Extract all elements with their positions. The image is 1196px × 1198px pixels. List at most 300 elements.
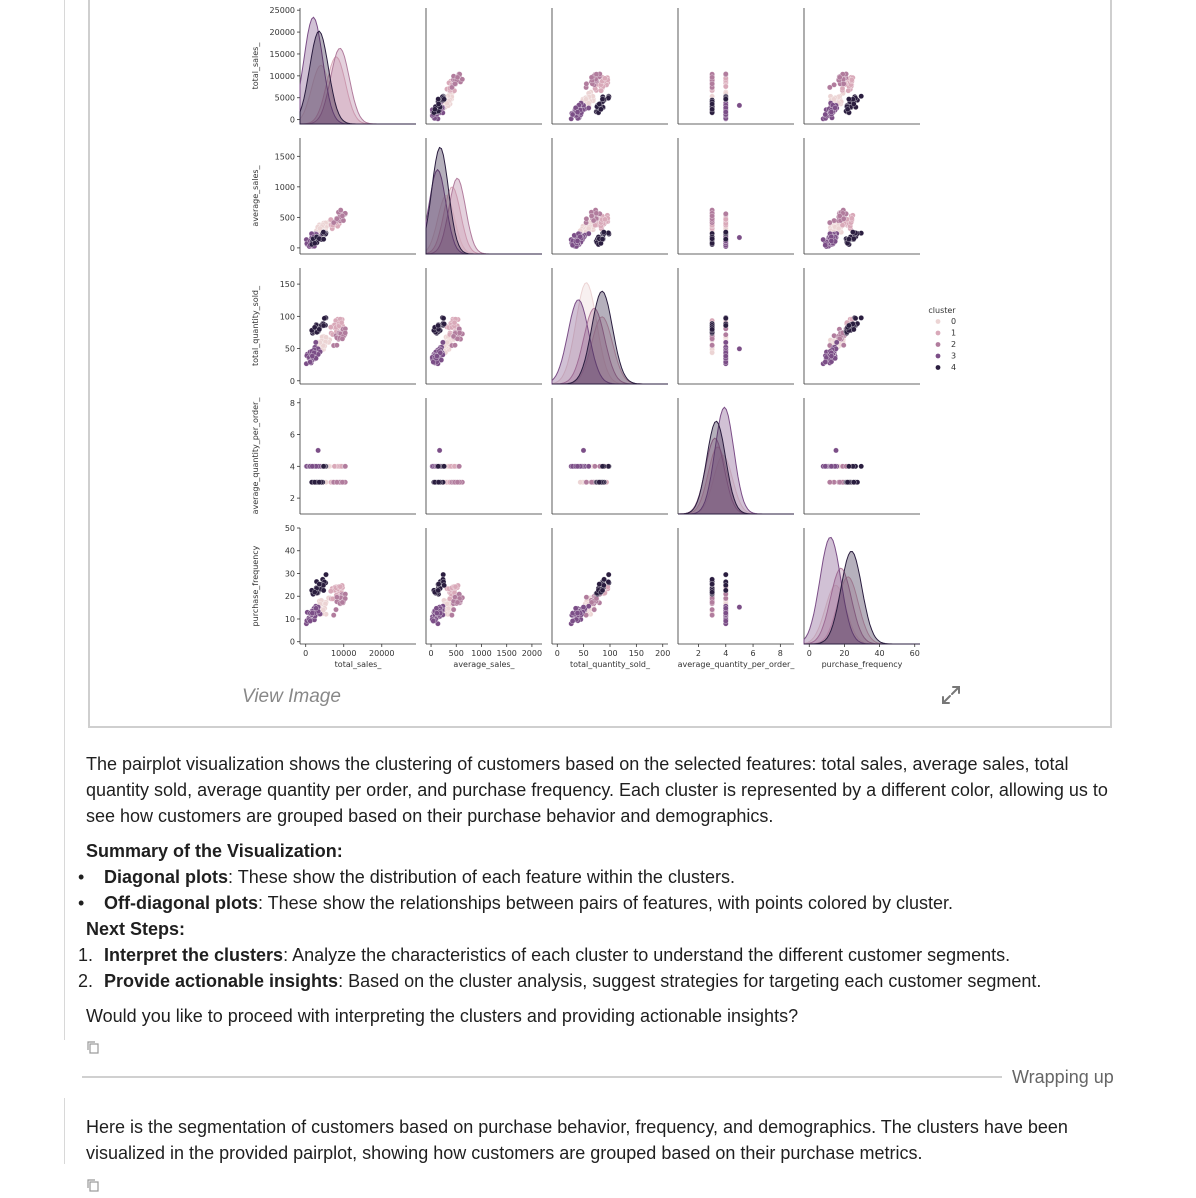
legend-label: 3	[951, 351, 957, 361]
scatter-point	[850, 230, 855, 235]
scatter-point	[823, 464, 828, 469]
scatter-point	[606, 96, 611, 101]
y-tick-label: 2	[289, 494, 295, 504]
x-tick-label: 20	[839, 649, 850, 658]
scatter-point	[442, 583, 447, 588]
scatter-point	[436, 101, 441, 106]
legend-marker	[936, 319, 941, 324]
scatter-point	[575, 110, 580, 115]
y-axis-label: total_sales_	[251, 42, 260, 90]
scatter-point	[851, 101, 856, 106]
list-item-text: : Based on the cluster analysis, suggest strategies for targeting each customer segment.	[338, 971, 1042, 991]
scatter-point	[312, 590, 317, 595]
scatter-point	[452, 595, 457, 600]
scatter-point	[597, 101, 602, 106]
scatter-point	[737, 346, 742, 351]
section-divider	[82, 1076, 1002, 1078]
x-tick-label: 20000	[369, 649, 395, 658]
y-axis-label: average_quantity_per_order_	[251, 397, 260, 515]
scatter-point	[589, 480, 594, 485]
y-tick-label: 20000	[269, 28, 295, 38]
scatter-point	[849, 216, 854, 221]
scatter-point	[723, 611, 728, 616]
scatter-point	[586, 464, 591, 469]
scatter-point	[594, 72, 599, 77]
x-tick-label: 100	[602, 649, 618, 658]
scatter-point	[340, 480, 345, 485]
scatter-point	[440, 340, 445, 345]
scatter-point	[575, 464, 580, 469]
scatter-point	[442, 464, 447, 469]
scatter-point	[328, 589, 333, 594]
y-tick-label: 15000	[269, 49, 295, 59]
scatter-point	[723, 84, 728, 89]
legend-marker	[936, 365, 941, 370]
scatter-point	[723, 354, 728, 359]
scatter-point	[601, 230, 606, 235]
scatter-point	[723, 583, 728, 588]
scatter-point	[840, 223, 845, 228]
legend-label: 2	[951, 340, 957, 349]
copy-icon[interactable]	[86, 1040, 100, 1054]
list-item	[78, 890, 954, 916]
scatter-point	[317, 327, 322, 332]
scatter-point	[849, 77, 854, 82]
scatter-point	[586, 101, 591, 106]
scatter-point	[333, 607, 338, 612]
y-tick-label: 150	[279, 280, 295, 290]
scatter-point	[436, 480, 441, 485]
x-tick-label: 8	[777, 649, 783, 658]
scatter-point	[723, 316, 728, 321]
scatter-point	[589, 75, 594, 80]
scatter-point	[434, 354, 439, 359]
scatter-point	[710, 101, 715, 106]
thread-line-top	[64, 0, 65, 1040]
y-tick-label: 1500	[274, 152, 295, 162]
x-tick-label: 0	[303, 649, 309, 658]
scatter-point	[452, 81, 457, 86]
scatter-point	[834, 340, 839, 345]
scatter-point	[338, 584, 343, 589]
scatter-point	[598, 107, 603, 112]
legend-label: 0	[951, 317, 957, 326]
scatter-point	[460, 77, 465, 82]
scatter-point	[710, 600, 715, 605]
scatter-point	[589, 213, 594, 218]
image-card	[88, 0, 1112, 728]
y-tick-label: 30	[284, 569, 295, 579]
y-tick-label: 40	[284, 546, 295, 556]
scatter-point	[710, 107, 715, 112]
scatter-point	[575, 238, 580, 243]
scatter-point	[710, 75, 715, 80]
scatter-point	[334, 343, 339, 348]
scatter-point	[436, 582, 441, 587]
scatter-point	[591, 218, 596, 223]
scatter-point	[431, 618, 436, 623]
scatter-point	[723, 110, 728, 115]
scatter-point	[308, 618, 313, 623]
follow-up-question: Would you like to proceed with interpreting the clusters and providing actionable insights?	[86, 1006, 799, 1026]
scatter-point	[710, 613, 715, 618]
legend-label: 4	[951, 363, 957, 372]
scatter-point	[578, 480, 583, 485]
x-tick-label: 4	[723, 649, 729, 658]
kde-curve	[300, 31, 416, 124]
scatter-point	[455, 600, 460, 605]
scatter-point	[592, 607, 597, 612]
scatter-point	[432, 107, 437, 112]
scatter-point	[846, 464, 851, 469]
y-tick-label: 0	[289, 637, 295, 647]
scatter-point	[723, 332, 728, 337]
scatter-point	[600, 97, 605, 102]
x-axis-label: average_quantity_per_order_	[677, 660, 795, 669]
legend-label: 1	[951, 328, 957, 338]
scatter-point	[597, 480, 602, 485]
y-tick-label: 20	[284, 592, 295, 602]
y-tick-label: 5000	[274, 93, 295, 103]
next-steps-heading: Next Steps:	[86, 919, 186, 939]
kde-curve	[678, 407, 794, 514]
scatter-point	[573, 606, 578, 611]
scatter-point	[586, 604, 591, 609]
y-tick-label: 0	[289, 376, 295, 386]
scatter-point	[584, 81, 589, 86]
scatter-point	[827, 85, 832, 90]
scatter-point	[829, 464, 834, 469]
x-axis-label: average_sales_	[453, 660, 515, 669]
scatter-point	[586, 231, 591, 236]
x-tick-label: 0	[428, 649, 434, 658]
scatter-point	[710, 343, 715, 348]
x-tick-label: 0	[554, 649, 560, 658]
scatter-point	[606, 579, 611, 584]
scatter-point	[710, 213, 715, 218]
y-tick-label: 100	[279, 312, 295, 322]
scatter-point	[312, 480, 317, 485]
summary-heading: Summary of the Visualization:	[86, 841, 343, 861]
scatter-point	[710, 241, 715, 246]
scatter-point	[837, 75, 842, 80]
scatter-point	[710, 577, 715, 582]
y-tick-label: 25000	[269, 6, 295, 16]
x-tick-label: 2	[695, 649, 702, 658]
y-tick-label: 50	[284, 524, 295, 533]
scatter-point	[710, 607, 715, 612]
pairplot-chart[interactable]	[90, 0, 1110, 680]
x-tick-label: 60	[909, 649, 920, 658]
x-tick-label: 40	[874, 649, 885, 658]
scatter-point	[439, 357, 444, 362]
scatter-point	[317, 480, 322, 485]
scatter-point	[841, 343, 846, 348]
x-tick-label: 50	[578, 649, 589, 658]
scatter-point	[436, 323, 441, 328]
scatter-point	[710, 336, 715, 341]
scatter-point	[437, 448, 442, 453]
scatter-point	[723, 97, 728, 102]
scatter-point	[449, 613, 454, 618]
scatter-point	[606, 572, 611, 577]
scatter-point	[586, 105, 591, 110]
scatter-point	[331, 613, 336, 618]
scatter-point	[606, 230, 611, 235]
list-item	[78, 968, 1042, 994]
scatter-point	[313, 340, 318, 345]
scatter-point	[723, 618, 728, 623]
scatter-point	[455, 336, 460, 341]
scatter-point	[723, 572, 728, 577]
scatter-point	[451, 607, 456, 612]
scatter-point	[310, 464, 315, 469]
x-tick-label: 0	[806, 649, 812, 658]
scatter-point	[841, 81, 846, 86]
x-tick-label: 10000	[331, 649, 357, 658]
scatter-point	[723, 606, 728, 611]
scatter-point	[829, 354, 834, 359]
scatter-point	[710, 590, 715, 595]
scatter-point	[737, 235, 742, 240]
scatter-point	[441, 572, 446, 577]
y-axis-label: purchase_frequency	[251, 545, 260, 627]
scatter-point	[710, 236, 715, 241]
scatter-point	[723, 340, 728, 345]
scatter-point	[710, 582, 715, 587]
legend-marker	[936, 354, 941, 359]
scatter-point	[334, 480, 339, 485]
wrapping-up-label: Wrapping up	[1012, 1067, 1114, 1087]
scatter-point	[723, 323, 728, 328]
scatter-point	[457, 330, 462, 335]
scatter-point	[321, 464, 326, 469]
scatter-point	[845, 107, 850, 112]
thread-line-bottom	[64, 1098, 65, 1164]
list-item-text: : These show the relationships between pairs of features, with points colored by cluster.	[257, 893, 954, 913]
list-item-bold: Interpret the clusters	[104, 945, 284, 965]
x-tick-label: 200	[655, 649, 671, 658]
scatter-point	[340, 600, 345, 605]
scatter-point	[837, 213, 842, 218]
scatter-point	[823, 112, 828, 117]
scatter-point	[737, 103, 742, 108]
y-tick-label: 6	[289, 430, 295, 440]
response-paragraph: The pairplot visualization shows the clustering of customers based on the selected features: total sales, average sales, total quantity sold, average quantity per order, and purchase frequency. Each cluster is represented by a different color, allowing us to see how customers are grouped based on their purchase behavior and demographics.	[86, 754, 1108, 826]
scatter-point	[833, 448, 838, 453]
bullet-icon: •	[78, 893, 85, 913]
scatter-point	[602, 217, 607, 222]
scatter-point	[859, 464, 864, 469]
scatter-point	[316, 448, 321, 453]
scatter-point	[436, 97, 441, 102]
scatter-point	[312, 325, 317, 330]
scatter-point	[323, 335, 328, 340]
scatter-point	[334, 216, 339, 221]
scatter-point	[453, 584, 458, 589]
scatter-point	[455, 480, 460, 485]
scatter-point	[829, 238, 834, 243]
y-axis-label: average_sales_	[251, 165, 260, 227]
scatter-point	[723, 237, 728, 242]
legend-marker	[936, 331, 941, 336]
scatter-point	[308, 359, 313, 364]
scatter-point	[434, 611, 439, 616]
x-tick-label: 1500	[496, 649, 517, 658]
scatter-point	[341, 218, 346, 223]
y-tick-label: 8	[289, 398, 295, 408]
scatter-point	[586, 226, 591, 231]
x-axis-label: total_quantity_sold_	[569, 660, 651, 669]
scatter-point	[434, 606, 439, 611]
scatter-point	[594, 211, 599, 216]
scatter-point	[833, 105, 838, 110]
scatter-point	[323, 572, 328, 577]
scatter-point	[851, 327, 856, 332]
bullet-icon: •	[78, 867, 85, 887]
x-axis-label: total_sales_	[334, 660, 382, 669]
scatter-point	[339, 320, 344, 325]
scatter-point	[322, 316, 327, 321]
scatter-point	[600, 464, 605, 469]
scatter-point	[597, 582, 602, 587]
list-item-text: : Analyze the characteristics of each cluster to understand the different customer segments.	[283, 945, 1011, 965]
scatter-point	[581, 605, 586, 610]
scatter-point	[827, 480, 832, 485]
y-tick-label: 1000	[274, 182, 295, 192]
scatter-point	[829, 110, 834, 115]
list-item	[78, 942, 1011, 968]
scatter-point	[338, 208, 343, 213]
x-tick-label: 2000	[521, 649, 543, 658]
y-tick-label: 0	[289, 243, 295, 253]
list-item-bold: Diagonal plots	[104, 867, 229, 887]
expand-icon[interactable]	[940, 684, 962, 706]
scatter-point	[846, 323, 851, 328]
scatter-point	[851, 480, 856, 485]
scatter-point	[723, 588, 728, 593]
list-item	[78, 864, 735, 890]
scatter-point	[859, 315, 864, 320]
scatter-point	[310, 611, 315, 616]
scatter-point	[723, 71, 728, 76]
scatter-point	[840, 86, 845, 91]
scatter-point	[343, 464, 348, 469]
scatter-point	[845, 480, 850, 485]
scatter-point	[321, 323, 326, 328]
scatter-point	[340, 213, 345, 218]
x-tick-label: 150	[628, 649, 645, 658]
list-number: 1.	[78, 945, 94, 965]
scatter-point	[600, 588, 605, 593]
scatter-point	[602, 76, 607, 81]
scatter-point	[584, 216, 589, 221]
x-tick-label: 1000	[471, 649, 492, 658]
scatter-point	[846, 97, 851, 102]
x-axis-label: purchase_frequency	[821, 660, 903, 669]
legend-title: cluster	[928, 306, 956, 315]
scatter-point	[737, 605, 742, 610]
scatter-point	[606, 464, 611, 469]
legend-marker	[936, 342, 941, 347]
scatter-point	[600, 237, 605, 242]
list-item-bold: Provide actionable insights	[104, 971, 339, 991]
scatter-point	[584, 595, 589, 600]
scatter-point	[710, 81, 715, 86]
scatter-point	[442, 321, 447, 326]
scatter-point	[570, 618, 575, 623]
scatter-point	[321, 237, 326, 242]
scatter-point	[723, 211, 728, 216]
scatter-point	[851, 236, 856, 241]
scatter-point	[455, 75, 460, 80]
final-message: Here is the segmentation of customers based on purchase behavior, frequency, and demographics. The clusters have been visualized in the provided pairplot, showing how customers are grouped based on their purchase metrics.	[86, 1117, 1068, 1163]
scatter-point	[436, 588, 441, 593]
x-tick-label: 500	[448, 649, 464, 658]
copy-icon[interactable]	[86, 1178, 100, 1192]
scatter-point	[584, 480, 589, 485]
scatter-point	[452, 343, 457, 348]
scatter-point	[601, 583, 606, 588]
scatter-point	[853, 316, 858, 321]
scatter-point	[599, 88, 604, 93]
list-number: 2.	[78, 971, 94, 991]
y-tick-label: 10000	[269, 71, 295, 81]
scatter-point	[823, 359, 828, 364]
y-tick-label: 500	[279, 213, 295, 223]
scatter-point	[321, 230, 326, 235]
scatter-point	[859, 94, 864, 99]
scatter-point	[592, 464, 597, 469]
y-tick-label: 4	[289, 462, 295, 472]
scatter-point	[321, 588, 326, 593]
scatter-point	[334, 595, 339, 600]
scatter-point	[313, 606, 318, 611]
list-item-bold: Off-diagonal plots	[104, 893, 258, 913]
scatter-point	[723, 230, 728, 235]
scatter-point	[710, 327, 715, 332]
scatter-point	[710, 350, 715, 355]
view-image-link[interactable]: View Image	[242, 686, 341, 707]
scatter-point	[575, 611, 580, 616]
scatter-point	[436, 464, 441, 469]
scatter-point	[317, 582, 322, 587]
scatter-point	[837, 480, 842, 485]
scatter-point	[823, 243, 828, 248]
scatter-point	[581, 448, 586, 453]
y-axis-label: total_quantity_sold_	[251, 285, 260, 367]
y-tick-label: 0	[289, 115, 295, 125]
scatter-point	[442, 97, 447, 102]
y-tick-label: 10	[284, 614, 295, 624]
list-item-text: : These show the distribution of each feature within the clusters.	[228, 867, 735, 887]
scatter-point	[340, 336, 345, 341]
scatter-point	[310, 354, 315, 359]
kde-curve	[426, 148, 542, 255]
scatter-point	[452, 320, 457, 325]
scatter-point	[441, 316, 446, 321]
scatter-point	[312, 241, 317, 246]
y-tick-label: 50	[284, 344, 295, 354]
scatter-point	[846, 237, 851, 242]
scatter-point	[846, 88, 851, 93]
scatter-point	[827, 220, 832, 225]
scatter-point	[723, 217, 728, 222]
scatter-point	[343, 330, 348, 335]
x-tick-label: 6	[750, 649, 756, 658]
scatter-point	[457, 464, 462, 469]
scatter-point	[328, 325, 333, 330]
